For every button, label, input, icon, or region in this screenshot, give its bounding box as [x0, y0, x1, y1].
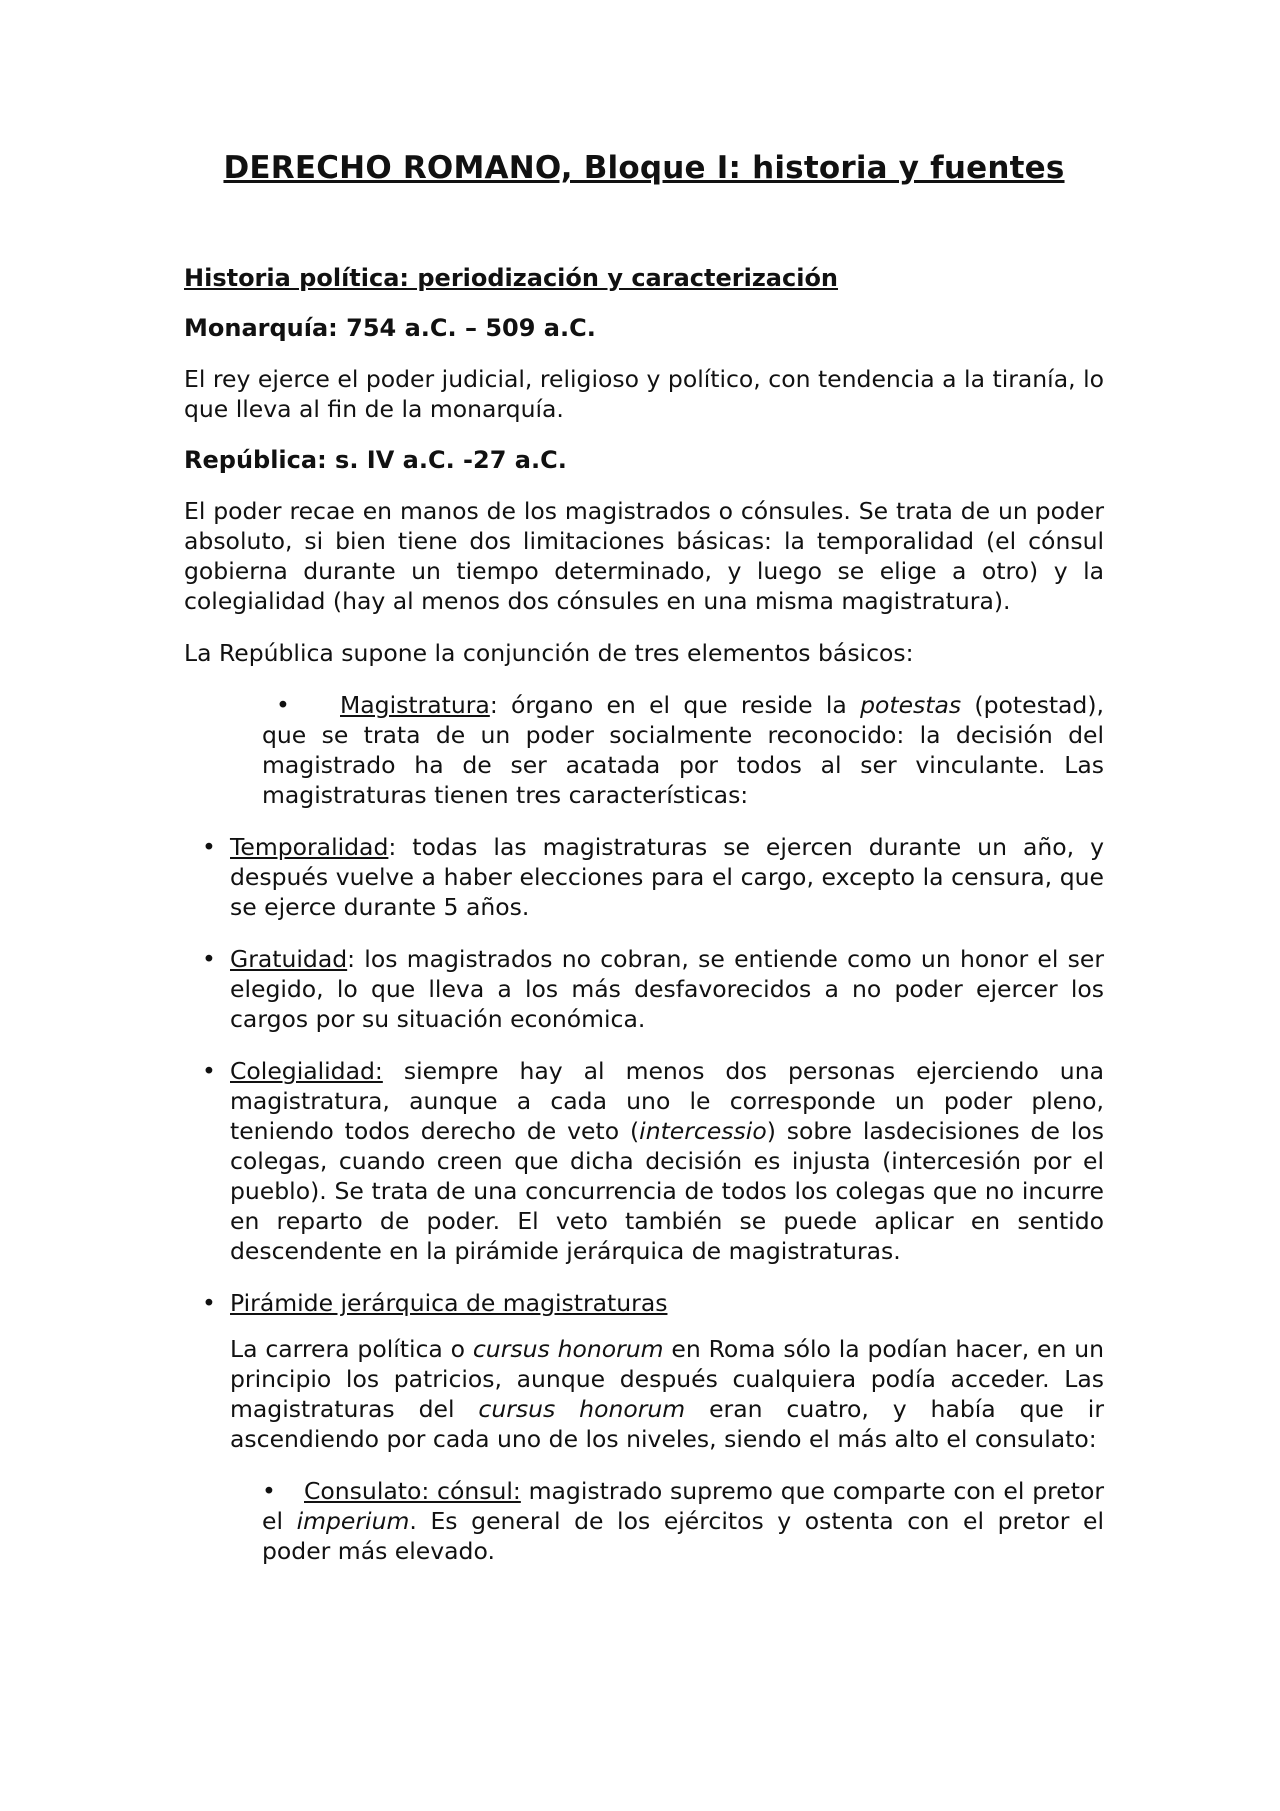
consulato-paragraph [262, 1476, 1104, 1566]
intercessio-term: intercessio [639, 1117, 767, 1145]
temporalidad-term: Temporalidad [230, 833, 389, 861]
gratuidad-term: Gratuidad [230, 945, 348, 973]
bullet-icon: • [202, 1057, 216, 1085]
monarquia-heading: Monarquía: 754 a.C. – 509 a.C. [184, 314, 596, 342]
consulato-item [262, 1476, 1104, 1566]
magistratura-paragraph [262, 690, 1104, 810]
bullet-icon: • [276, 691, 290, 719]
magistratura-text-b: (potestad), que se trata de un poder socialmente reconocido: la decisión del magistrado ha de ser acatada por todos al ser vinculante. Las magistraturas tienen tres características: [262, 691, 1104, 809]
cursus-honorum-term-2: cursus honorum [478, 1395, 686, 1423]
colegialidad-text-b: ) sobre lasdecisiones de los colegas, cuando creen que dicha decisión es injusta (intercesión por el pueblo). Se trata de una concurrencia de todos los colegas que no incurre en reparto de poder. El veto también se puede aplicar en sentido descendente en la pirámide jerárquica de magistraturas. [230, 1117, 1104, 1265]
colegialidad-term: Colegialidad: [230, 1057, 383, 1085]
bullet-icon: • [202, 833, 216, 861]
piramide-paragraph [230, 1334, 1104, 1454]
piramide-text-c: eran cuatro, y había que ir ascendiendo por cada uno de los niveles, siendo el más alto el consulato: [230, 1395, 1104, 1453]
piramide-term: Pirámide jerárquica de magistraturas [230, 1289, 668, 1317]
section-heading: Historia política: periodización y caracterización [184, 264, 839, 292]
magistratura-term: Magistratura [340, 691, 490, 719]
colegialidad-text-a: siempre hay al menos dos personas ejerciendo una magistratura, aunque a cada uno le corresponde un poder pleno, teniendo todos derecho de veto ( [230, 1057, 1104, 1145]
consulato-term: Consulato: cónsul: [304, 1477, 521, 1505]
consulato-text-a: magistrado supremo que comparte con el pretor el [262, 1477, 1104, 1535]
piramide-item [202, 1288, 1104, 1318]
piramide-text-a: La carrera política o [230, 1335, 473, 1363]
colegialidad-item [202, 1056, 1104, 1266]
republica-intro: La República supone la conjunción de tres elementos básicos: [184, 639, 914, 667]
republica-text: El poder recae en manos de los magistrados o cónsules. Se trata de un poder absoluto, si bien tiene dos limitaciones básicas: la temporalidad (el cónsul gobierna durante un tiempo determinado, y luego se elige a otro) y la colegialidad (hay al menos dos cónsules en una misma magistratura). [184, 497, 1104, 615]
temporalidad-text: : todas las magistraturas se ejercen durante un año, y después vuelve a haber elecciones para el cargo, excepto la censura, que se ejerce durante 5 años. [230, 833, 1104, 921]
bullet-icon: • [262, 1477, 276, 1505]
cursus-honorum-term: cursus honorum [472, 1335, 664, 1363]
monarquia-text: El rey ejerce el poder judicial, religioso y político, con tendencia a la tiranía, lo que lleva al fin de la monarquía. [184, 365, 1104, 423]
bullet-icon: • [202, 1289, 216, 1317]
magistratura-text-a: : órgano en el que reside la [489, 691, 861, 719]
republica-heading: República: s. IV a.C. -27 a.C. [184, 446, 567, 474]
imperium-term: imperium [296, 1507, 410, 1535]
bullet-icon: • [202, 945, 216, 973]
gratuidad-text: : los magistrados no cobran, se entiende como un honor el ser elegido, lo que lleva a los más desfavorecidos a no poder ejercer los cargos por su situación económica. [230, 945, 1104, 1033]
gratuidad-item [202, 944, 1104, 1034]
document-title: DERECHO ROMANO, Bloque I: historia y fuentes [223, 150, 1065, 186]
potestas-term: potestas [860, 691, 962, 719]
temporalidad-item [202, 832, 1104, 922]
magistratura-item [262, 690, 1104, 810]
consulato-text-b: . Es general de los ejércitos y ostenta con el pretor el poder más elevado. [262, 1507, 1104, 1565]
piramide-text-b: en Roma sólo la podían hacer, en un principio los patricios, aunque después cualquiera podía acceder. Las magistraturas del [230, 1335, 1104, 1423]
